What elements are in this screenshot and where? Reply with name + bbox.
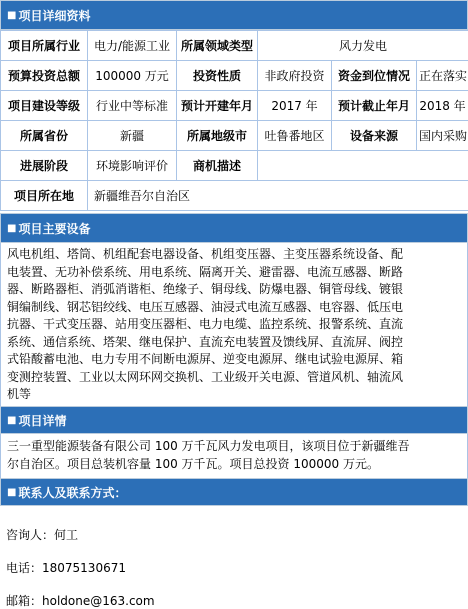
project-line: 尔自治区。项目总装机容量 100 万千瓦。项目总投资 100000 万元。 (7, 456, 379, 471)
start-value: 2017 年 (258, 91, 332, 121)
equipment-line: 抗器、干式变压器、站用变压器柜、电力电缆、监控系统、报警系统、直流 (7, 317, 404, 331)
project-info-section-header (0, 406, 468, 434)
budget-value: 100000 万元 (88, 61, 177, 91)
city-value: 吐鲁番地区 (258, 121, 332, 151)
project-line: 三一重型能源装备有限公司 100 万千瓦风力发电项目，该项目位于新疆维吾 (7, 439, 410, 453)
equipment-line: 变测控装置、工业以太网环网交换机、工业级开关电源、管道风机、轴流风 (7, 369, 404, 384)
table-row (1, 181, 468, 211)
province-label: 所属省份 (1, 121, 88, 151)
source-value: 国内采购 (417, 121, 468, 151)
table-row (1, 31, 468, 61)
project-info-text (0, 434, 468, 478)
equipment-text (0, 243, 468, 406)
source-label: 设备来源 (332, 121, 417, 151)
funding-label: 资金到位情况 (332, 61, 417, 91)
stage-value: 环境影响评价 (88, 151, 177, 181)
equipment-line: 器、断路器柜、消弧消谐柜、绝缘子、铜母线、防爆电器、铜管母线、镀银 (7, 282, 404, 296)
table-row (1, 61, 468, 91)
equipment-section-header (0, 213, 468, 243)
equipment-line: 风电机组、塔筒、机组配套电器设备、机组变压器、主变压器系统设备、配 (7, 247, 404, 261)
end-value: 2018 年 (417, 91, 468, 121)
nature-value: 非政府投资 (258, 61, 332, 91)
equipment-line: 机等 (7, 387, 32, 401)
budget-label: 预算投资总额 (1, 61, 88, 91)
business-label: 商机描述 (177, 151, 258, 181)
details-table (0, 30, 468, 211)
funding-value: 正在落实 (417, 61, 468, 91)
industry-value: 电力/能源工业 (88, 31, 177, 61)
contact-section-title: 联系人及联系方式： (18, 485, 127, 500)
details-section-header (0, 0, 468, 30)
start-label: 预计开建年月 (177, 91, 258, 121)
contact-phone: 电话：18075130671 (6, 561, 126, 575)
details-section-title: 项目详细资料 (18, 8, 91, 23)
equipment-line: 电装置、无功补偿系统、用电系统、隔离开关、避雷器、电流互感器、断路 (7, 264, 404, 279)
business-value (258, 151, 468, 181)
project-info-section-title: 项目详情 (18, 413, 67, 428)
equipment-line: 铜编制线、钢芯铝绞线、电压互感器、油浸式电流互感器、电容器、低压电 (7, 299, 404, 314)
bullet-square-icon: ■ (7, 486, 17, 498)
equipment-line: 式铅酸蓄电池、电力专用不间断电源屏、逆变电源屏、继电试验电源屏、箱 (7, 352, 404, 366)
level-label: 项目建设等级 (1, 91, 88, 121)
contact-email[interactable]: 邮箱：holdone@163.com (6, 594, 155, 608)
location-label: 项目所在地 (1, 181, 88, 211)
equipment-line: 系统、通信系统、塔架、继电保护、直流充电装置及馈线屏、直流屏、阀控 (7, 334, 404, 349)
contact-person: 咨询人：何工 (6, 528, 79, 542)
table-row (1, 121, 468, 151)
province-value: 新疆 (88, 121, 177, 151)
location-value: 新疆维吾尔自治区 (88, 181, 468, 211)
bullet-square-icon: ■ (7, 222, 17, 234)
stage-label: 进展阶段 (1, 151, 88, 181)
bullet-square-icon: ■ (7, 9, 17, 21)
equipment-section-title: 项目主要设备 (18, 221, 91, 236)
bullet-square-icon: ■ (7, 414, 17, 426)
level-value: 行业中等标准 (88, 91, 177, 121)
end-label: 预计截止年月 (332, 91, 417, 121)
domain-label: 所属领域类型 (177, 31, 258, 61)
nature-label: 投资性质 (177, 61, 258, 91)
domain-value: 风力发电 (258, 31, 468, 61)
city-label: 所属地级市 (177, 121, 258, 151)
contact-section-header (0, 478, 468, 506)
industry-label: 项目所属行业 (1, 31, 88, 61)
table-row (1, 151, 468, 181)
table-row (1, 91, 468, 121)
